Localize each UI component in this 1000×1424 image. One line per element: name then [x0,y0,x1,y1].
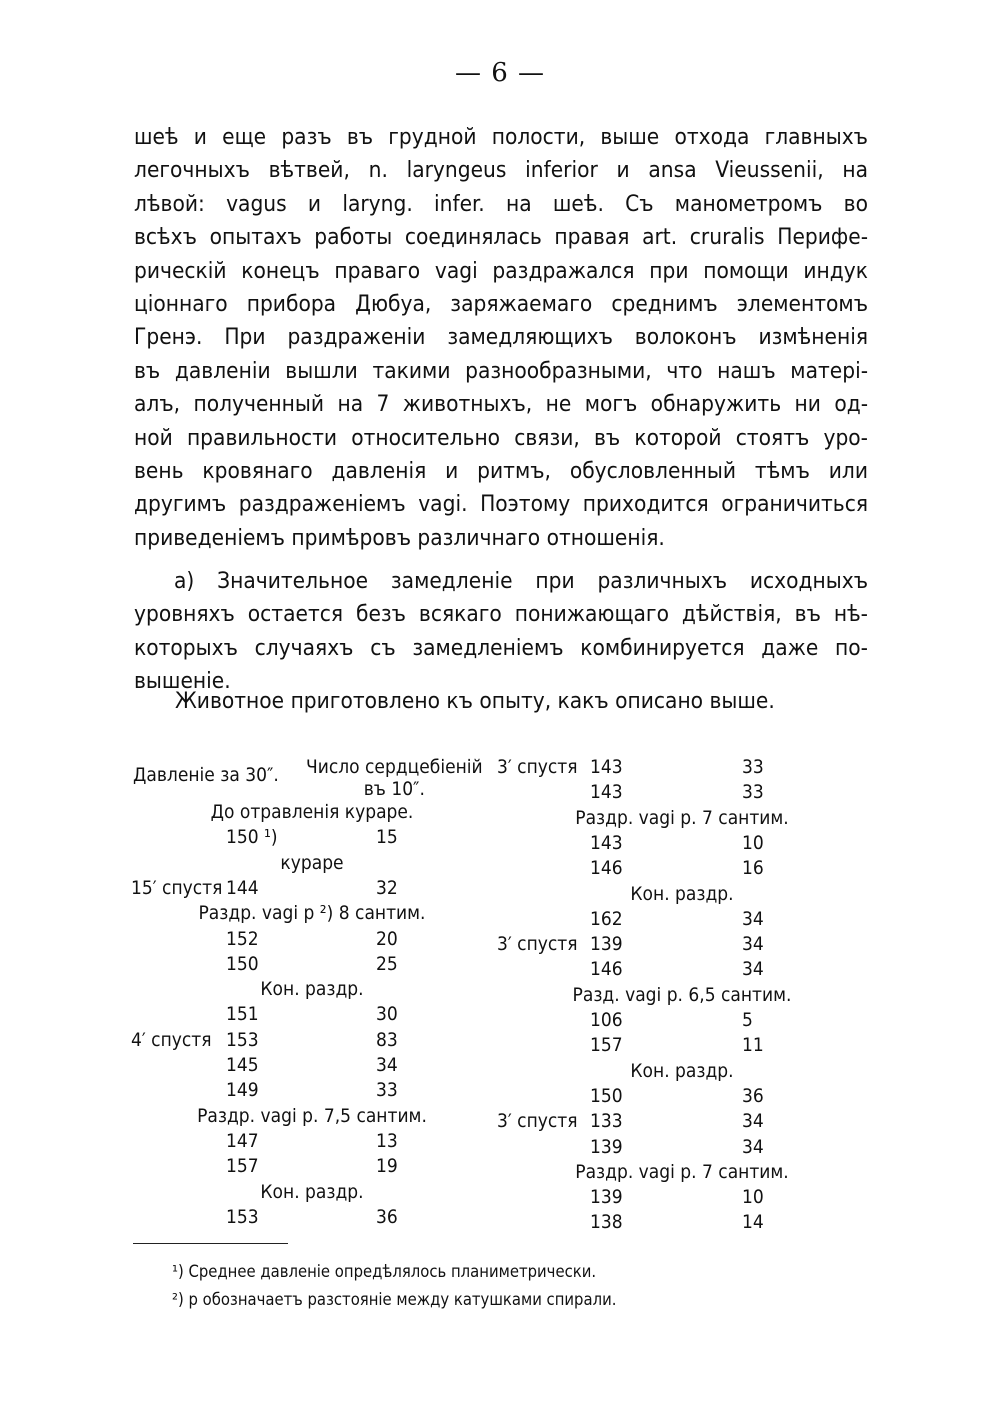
table-heart-rate-value: 5 [742,1009,753,1031]
footnote-1-text: Среднее давленіе опредѣлялось планиметрически. [188,1262,597,1281]
table-pressure-value: 106 [590,1009,623,1031]
table-header-heart-rate [306,756,483,800]
footnote-1-mark: ¹) [172,1262,184,1281]
table-header-heart-rate-line2: въ 10″. [363,778,425,800]
table-time-note: 15′ спустя [131,877,223,899]
text-line: которыхъ случаяхъ съ замедленіемъ комбинируется даже по- [134,634,868,661]
table-label-row: До отравленія кураре. [210,801,414,823]
table-pressure-value: 138 [590,1211,623,1233]
table-pressure-value: 146 [590,857,623,879]
table-pressure-value: 150 [590,1085,623,1107]
table-heart-rate-value: 25 [376,953,398,975]
table-label-row: Раздр. vagi p. 7 сантим. [575,1161,789,1183]
table-label-row: Кон. раздр. [630,1060,734,1082]
table-heart-rate-value: 19 [376,1155,398,1177]
table-header-pressure: Давленіе за 30″. [133,764,279,786]
footnote-1 [172,1262,596,1281]
text-line: а) Значительное замедленіе при различныхъ исходныхъ [174,568,868,595]
table-pressure-value: 146 [590,958,623,980]
table-heart-rate-value: 36 [742,1085,764,1107]
table-pressure-value: 152 [226,928,259,950]
table-heart-rate-value: 20 [376,928,398,950]
table-pressure-value: 143 [590,832,623,854]
footnote-rule [133,1243,288,1244]
table-time-note: 3′ спустя [497,1110,578,1132]
footnote-2-text: p обозначаетъ разстояніе между катушками спирали. [188,1290,617,1309]
table-pressure-value: 139 [590,933,623,955]
table-heart-rate-value: 14 [742,1211,764,1233]
table-heart-rate-value: 16 [742,857,764,879]
table-pressure-value: 149 [226,1079,259,1101]
footnote-2-mark: ²) [172,1290,184,1309]
table-pressure-value: 139 [590,1136,623,1158]
text-line: вень кровянаго давленія и ритмъ, обусловленный тѣмъ или [134,457,868,484]
table-heart-rate-value: 13 [376,1130,398,1152]
table-pressure-value: 145 [226,1054,259,1076]
footnote-2 [172,1290,616,1309]
table-pressure-value: 157 [226,1155,259,1177]
table-label-row: Разд. vagi p. 6,5 сантим. [572,984,792,1006]
table-heart-rate-value: 10 [742,832,764,854]
table-pressure-value: 162 [590,908,623,930]
table-pressure-value: 153 [226,1029,259,1051]
text-line: вышеніе. [134,668,231,695]
table-heart-rate-value: 34 [742,1110,764,1132]
text-line: ціоннаго прибора Дюбуа, заряжаемаго среднимъ элементомъ [134,290,868,317]
page-number: — 6 — [454,58,546,88]
table-heart-rate-value: 11 [742,1034,764,1056]
table-pressure-value: 139 [590,1186,623,1208]
table-heart-rate-value: 10 [742,1186,764,1208]
table-heart-rate-value: 34 [742,933,764,955]
table-time-note: 3′ спустя [497,756,578,778]
text-line: другимъ раздраженіемъ vagi. Поэтому приходится ограничиться [134,491,868,518]
text-line: въ давленіи вышли такими разнообразными, что нашъ матері- [134,357,868,384]
text-line: шеѣ и еще разъ въ грудной полости, выше отхода главныхъ [134,124,868,150]
table-time-note: 4′ спустя [131,1029,212,1051]
body-text [134,121,868,699]
text-line: ной правильности относительно связи, въ которой стоятъ уро- [134,424,868,451]
table-label-row: Кон. раздр. [630,883,734,905]
table-pressure-value: 153 [226,1206,259,1228]
text-line: уровняхъ остается безъ всякаго понижающаго дѣйствія, въ нѣ- [134,601,868,628]
text-line: приведеніемъ примѣровъ различнаго отношенія. [134,524,665,551]
text-line: всѣхъ опытахъ работы соединялась правая art. cruralis Перифе- [134,224,868,251]
text-line: лѣвой: vagus и laryng. infer. на шеѣ. Съ манометромъ во [134,190,868,217]
table-header-heart-rate-line1: Число сердцебіеній [306,756,483,778]
table-label-row: Раздр. vagi p. 7,5 сантим. [197,1105,427,1127]
table-label-row: Кон. раздр. [260,978,364,1000]
table-pressure-value: 157 [590,1034,623,1056]
table-pressure-value: 147 [226,1130,259,1152]
table-heart-rate-value: 34 [742,958,764,980]
table-heart-rate-value: 30 [376,1003,398,1025]
table-heart-rate-value: 36 [376,1206,398,1228]
table-pressure-value: 133 [590,1110,623,1132]
table-heart-rate-value: 33 [742,756,764,778]
text-line: алъ, полученный на 7 животныхъ, не могъ обнаружить ни од- [134,391,868,418]
table-heart-rate-value: 15 [376,826,398,848]
text-line: рическій конецъ праваго vagi раздражался при помощи индук [134,257,868,284]
text-line: Гренэ. При раздраженіи замедляющихъ волоконъ измѣненія [134,324,868,351]
table-pressure-value: 150 [226,953,259,975]
table-heart-rate-value: 32 [376,877,398,899]
table-heart-rate-value: 33 [742,781,764,803]
table-heart-rate-value: 33 [376,1079,398,1101]
table-heart-rate-value: 83 [376,1029,398,1051]
table-pressure-value: 144 [226,877,259,899]
table-label-row: кураре [280,852,344,874]
table-label-row: Кон. раздр. [260,1181,364,1203]
table-pressure-value: 150 ¹) [226,826,278,848]
table-heart-rate-value: 34 [742,1136,764,1158]
table-label-row: Раздр. vagi p ²) 8 сантим. [198,902,426,924]
table-pressure-value: 143 [590,756,623,778]
text-line: легочныхъ вѣтвей, n. laryngeus inferior и ansa Vieussenii, на [134,157,868,184]
intro-line: Животное приготовлено къ опыту, какъ описано выше. [175,688,775,714]
table-pressure-value: 143 [590,781,623,803]
table-label-row: Раздр. vagi p. 7 сантим. [575,807,789,829]
paragraph-gap [134,555,868,565]
table-pressure-value: 151 [226,1003,259,1025]
table-heart-rate-value: 34 [742,908,764,930]
table-time-note: 3′ спустя [497,933,578,955]
table-heart-rate-value: 34 [376,1054,398,1076]
